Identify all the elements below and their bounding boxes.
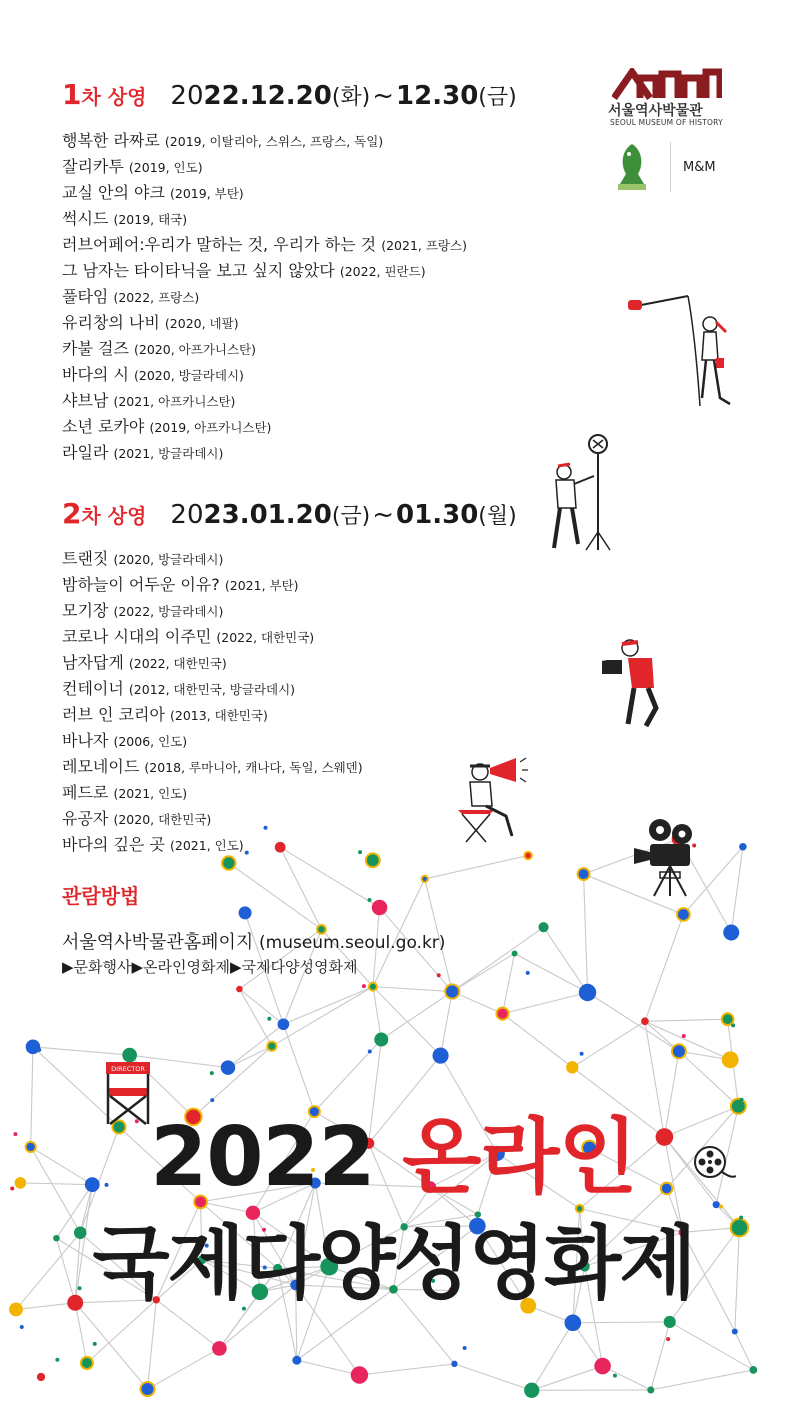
network-node — [368, 1050, 372, 1054]
film-item — [62, 362, 467, 388]
network-node — [451, 1361, 457, 1367]
network-edge — [359, 1364, 454, 1375]
network-edge — [651, 1322, 670, 1390]
network-node — [739, 843, 747, 851]
film-meta: (2012, 대한민국, 방글라데시) — [128, 682, 296, 697]
museum-url-link[interactable]: (museum.seoul.go.kr) — [259, 933, 446, 953]
round2-date-end: 01.30 — [396, 500, 479, 530]
network-node — [594, 1358, 611, 1375]
museum-name-kr: 서울역사박물관 — [608, 103, 703, 119]
network-node — [722, 1051, 739, 1068]
network-node — [496, 1008, 508, 1020]
network-edge — [532, 1323, 573, 1390]
network-node — [432, 1048, 448, 1064]
film-meta: (2019, 태국) — [113, 212, 188, 227]
film-meta: (2021, 인도) — [113, 786, 188, 801]
film-title: 트랜짓 — [62, 549, 109, 568]
film-item — [62, 832, 363, 858]
network-edge — [544, 927, 588, 992]
film-item — [62, 806, 363, 832]
film-title: 썩시드 — [62, 209, 109, 228]
network-node — [374, 1033, 388, 1047]
viewing-site — [62, 928, 445, 954]
network-node — [641, 1017, 649, 1025]
network-node — [613, 1374, 617, 1378]
network-node — [437, 973, 441, 977]
light-stand-person-illustration — [546, 432, 616, 554]
network-node — [526, 971, 530, 975]
network-edge — [452, 992, 502, 1014]
film-item — [62, 154, 467, 180]
film-title: 남자답게 — [62, 653, 124, 672]
network-node — [524, 852, 531, 859]
network-edge — [228, 1046, 272, 1067]
film-title: 바나자 — [62, 731, 109, 750]
film-item — [62, 180, 467, 206]
viewing-method-title: 관람방법 — [62, 884, 140, 908]
festival-year: 2022 — [150, 1110, 375, 1205]
film-title: 라일라 — [62, 443, 109, 462]
film-item — [62, 650, 363, 676]
network-node — [221, 1060, 235, 1074]
film-meta: (2022, 핀란드) — [339, 264, 426, 279]
film-meta: (2022, 대한민국) — [128, 656, 227, 671]
network-edge — [731, 847, 743, 933]
film-title: 소년 로카야 — [62, 417, 145, 436]
film-meta: (2020, 네팔) — [164, 316, 239, 331]
film-meta: (2019, 인도) — [128, 160, 203, 175]
network-edge — [584, 874, 588, 992]
network-node — [580, 1052, 584, 1056]
network-node — [81, 1357, 93, 1369]
film-item — [62, 624, 363, 650]
museum-homepage-label: 서울역사박물관홈페이지 — [62, 932, 254, 953]
network-node — [351, 1366, 368, 1383]
round2-heading — [62, 497, 517, 530]
boom-mic-person-illustration — [626, 288, 738, 408]
network-edge — [503, 1014, 573, 1068]
network-node — [292, 1356, 301, 1365]
network-node — [566, 1061, 578, 1073]
round2-day-end: (월) — [478, 504, 517, 529]
film-title: 모기장 — [62, 601, 109, 620]
film-meta: (2021, 방글라데시) — [113, 446, 224, 461]
network-node — [723, 925, 739, 941]
network-node — [267, 1017, 271, 1021]
network-node — [565, 1314, 582, 1331]
round2-year-suffix: 23. — [203, 500, 250, 530]
round2-date-start: 01.20 — [249, 500, 332, 530]
film-item — [62, 676, 363, 702]
network-edge — [645, 914, 683, 1021]
film-title: 러브어페어:우리가 말하는 것, 우리가 하는 것 — [62, 235, 377, 254]
film-meta: (2018, 루마니아, 캐나다, 독일, 스웨덴) — [144, 760, 363, 775]
network-node — [26, 1040, 41, 1055]
film-title: 교실 안의 야크 — [62, 183, 165, 202]
network-edge — [572, 1021, 645, 1067]
network-node — [212, 1341, 227, 1356]
film-title: 유리창의 나비 — [62, 313, 160, 332]
network-edge — [373, 987, 452, 992]
network-edge — [148, 1348, 220, 1389]
network-node — [210, 1098, 214, 1102]
network-node — [368, 898, 372, 902]
network-edge — [381, 992, 452, 1040]
network-node — [740, 1098, 744, 1102]
film-meta: (2022, 프랑스) — [113, 290, 200, 305]
film-title: 레모네이드 — [62, 757, 140, 776]
network-edge — [75, 1303, 147, 1389]
film-item — [62, 128, 467, 154]
film-title: 카불 걸즈 — [62, 339, 129, 358]
film-title: 바다의 깊은 곳 — [62, 835, 165, 854]
round2-film-list — [62, 546, 363, 858]
megaphone-director-illustration — [446, 754, 530, 846]
network-edge — [503, 993, 588, 1014]
film-item — [62, 336, 467, 362]
round1-year-prefix: 20 — [170, 81, 204, 111]
film-item — [62, 754, 363, 780]
film-meta: (2020, 방글라데시) — [113, 552, 224, 567]
film-reel-icon — [690, 1140, 736, 1184]
network-node — [37, 1373, 45, 1381]
film-item — [62, 284, 467, 310]
film-item — [62, 546, 363, 572]
network-node — [731, 1023, 735, 1027]
film-title: 풀타임 — [62, 287, 109, 306]
network-edge — [452, 953, 514, 991]
film-meta: (2021, 인도) — [170, 838, 244, 853]
network-edge — [670, 1322, 754, 1370]
network-edge — [283, 1024, 314, 1111]
film-meta: (2019, 이탈리아, 스위스, 프랑스, 독일) — [164, 134, 384, 149]
film-title: 유공자 — [62, 809, 109, 828]
film-title: 페드로 — [62, 783, 109, 802]
network-node — [579, 984, 596, 1001]
film-title: 잘리카투 — [62, 157, 124, 176]
chair-label: DIRECTOR — [111, 1065, 145, 1073]
clapper-person-illustration — [598, 636, 668, 730]
network-edge — [148, 1300, 157, 1389]
film-title: 바다의 시 — [62, 365, 129, 384]
green-mascot-logo-icon — [612, 140, 652, 192]
network-node — [463, 1346, 467, 1350]
film-meta: (2021, 아프카니스탄) — [113, 394, 236, 409]
network-node — [677, 908, 690, 921]
network-node — [538, 922, 548, 932]
round1-heading — [62, 78, 517, 111]
film-title: 밤하늘이 어두운 이유? — [62, 575, 220, 594]
network-edge — [441, 992, 453, 1056]
network-node — [445, 984, 459, 998]
round1-year-suffix: 22. — [203, 81, 250, 111]
network-edge — [532, 1366, 603, 1390]
film-meta: (2020, 아프가니스탄) — [134, 342, 256, 357]
film-item — [62, 206, 467, 232]
network-node — [372, 900, 388, 916]
film-meta: (2022, 방글라데시) — [113, 604, 224, 619]
museum-logo-icon — [612, 68, 722, 100]
network-edge — [425, 856, 528, 879]
round1-number: 1 — [62, 78, 82, 111]
network-edge — [454, 1364, 531, 1390]
network-node — [664, 1316, 676, 1328]
museum-name-en: SEOUL MUSEUM OF HISTORY — [610, 118, 723, 127]
network-node — [749, 1366, 757, 1374]
network-node — [672, 1044, 686, 1058]
round1-label: 차 상영 — [81, 85, 147, 109]
network-node — [512, 950, 518, 956]
network-node — [210, 1071, 214, 1075]
network-node — [722, 1013, 734, 1025]
round1-day-start: (화) — [331, 85, 371, 110]
round1-film-list — [62, 128, 467, 466]
network-node — [236, 986, 243, 993]
film-title: 러브 인 코리아 — [62, 705, 165, 724]
network-node — [666, 1337, 670, 1341]
film-item — [62, 598, 363, 624]
film-meta: (2021, 부탄) — [224, 578, 299, 593]
round2-tilde: ~ — [372, 500, 395, 530]
film-item — [62, 702, 363, 728]
network-edge — [588, 993, 679, 1052]
network-node — [20, 1325, 24, 1329]
network-edge — [573, 1322, 670, 1323]
director-chair-illustration — [100, 1058, 156, 1126]
network-edge — [229, 863, 322, 929]
network-node — [222, 856, 235, 869]
round1-tilde: ~ — [372, 81, 395, 111]
film-item — [62, 572, 363, 598]
film-item — [62, 232, 467, 258]
network-edge — [515, 953, 588, 992]
film-item — [62, 258, 467, 284]
network-node — [267, 1042, 276, 1051]
film-title: 컨테이너 — [62, 679, 124, 698]
network-edge — [645, 1019, 728, 1021]
network-edge — [503, 953, 515, 1013]
round1-date-end: 12.30 — [396, 81, 479, 111]
film-meta: (2022, 대한민국) — [216, 630, 315, 645]
network-node — [141, 1382, 155, 1396]
film-title: 그 남자는 타이타닉을 보고 싶지 않았다 — [62, 261, 335, 280]
film-meta: (2019, 부탄) — [170, 186, 244, 201]
network-node — [732, 1328, 738, 1334]
film-item — [62, 440, 467, 466]
film-item — [62, 310, 467, 336]
festival-online: 온라인 — [402, 1110, 637, 1205]
round2-year-prefix: 20 — [170, 500, 204, 530]
network-edge — [193, 1046, 271, 1117]
round2-day-start: (금) — [331, 504, 371, 529]
film-meta: (2020, 방글라데시) — [134, 368, 244, 383]
round1-day-end: (금) — [478, 85, 517, 110]
film-meta: (2020, 대한민국) — [113, 812, 212, 827]
network-node — [682, 1034, 686, 1038]
film-meta: (2021, 프랑스) — [381, 238, 467, 253]
network-node — [239, 906, 252, 919]
round2-label: 차 상영 — [81, 504, 147, 528]
network-edge — [651, 1370, 754, 1390]
festival-title-line2: 국제다양성영화제 — [92, 1217, 695, 1310]
round1-date-start: 12.20 — [249, 81, 332, 111]
network-node — [93, 1342, 97, 1346]
film-item — [62, 414, 467, 440]
film-camera-illustration — [630, 816, 696, 898]
network-edge — [33, 1047, 130, 1055]
network-edge — [645, 1021, 730, 1059]
network-node — [369, 983, 377, 991]
network-node — [362, 984, 366, 988]
film-meta: (2006, 인도) — [113, 734, 188, 749]
network-node — [647, 1386, 654, 1393]
network-node — [524, 1383, 539, 1398]
network-node — [366, 853, 380, 867]
round2-number: 2 — [62, 497, 82, 530]
partner-logo-text: M&M — [683, 160, 716, 175]
film-title: 코로나 시대의 이주민 — [62, 627, 212, 646]
film-item — [62, 728, 363, 754]
network-node — [578, 868, 590, 880]
network-edge — [452, 927, 543, 991]
film-meta: (2013, 대한민국) — [170, 708, 268, 723]
film-title: 행복한 라짜로 — [62, 131, 160, 150]
network-node — [278, 1018, 290, 1030]
film-item — [62, 388, 467, 414]
film-item — [62, 780, 363, 806]
network-node — [55, 1358, 59, 1362]
film-meta: (2019, 아프카니스탄) — [149, 420, 272, 435]
film-title: 샤브남 — [62, 391, 109, 410]
network-node — [37, 1048, 41, 1052]
navigation-path: ▶문화행사▶온라인영화제▶국제다양성영화제 — [62, 958, 358, 976]
network-node — [422, 876, 428, 882]
